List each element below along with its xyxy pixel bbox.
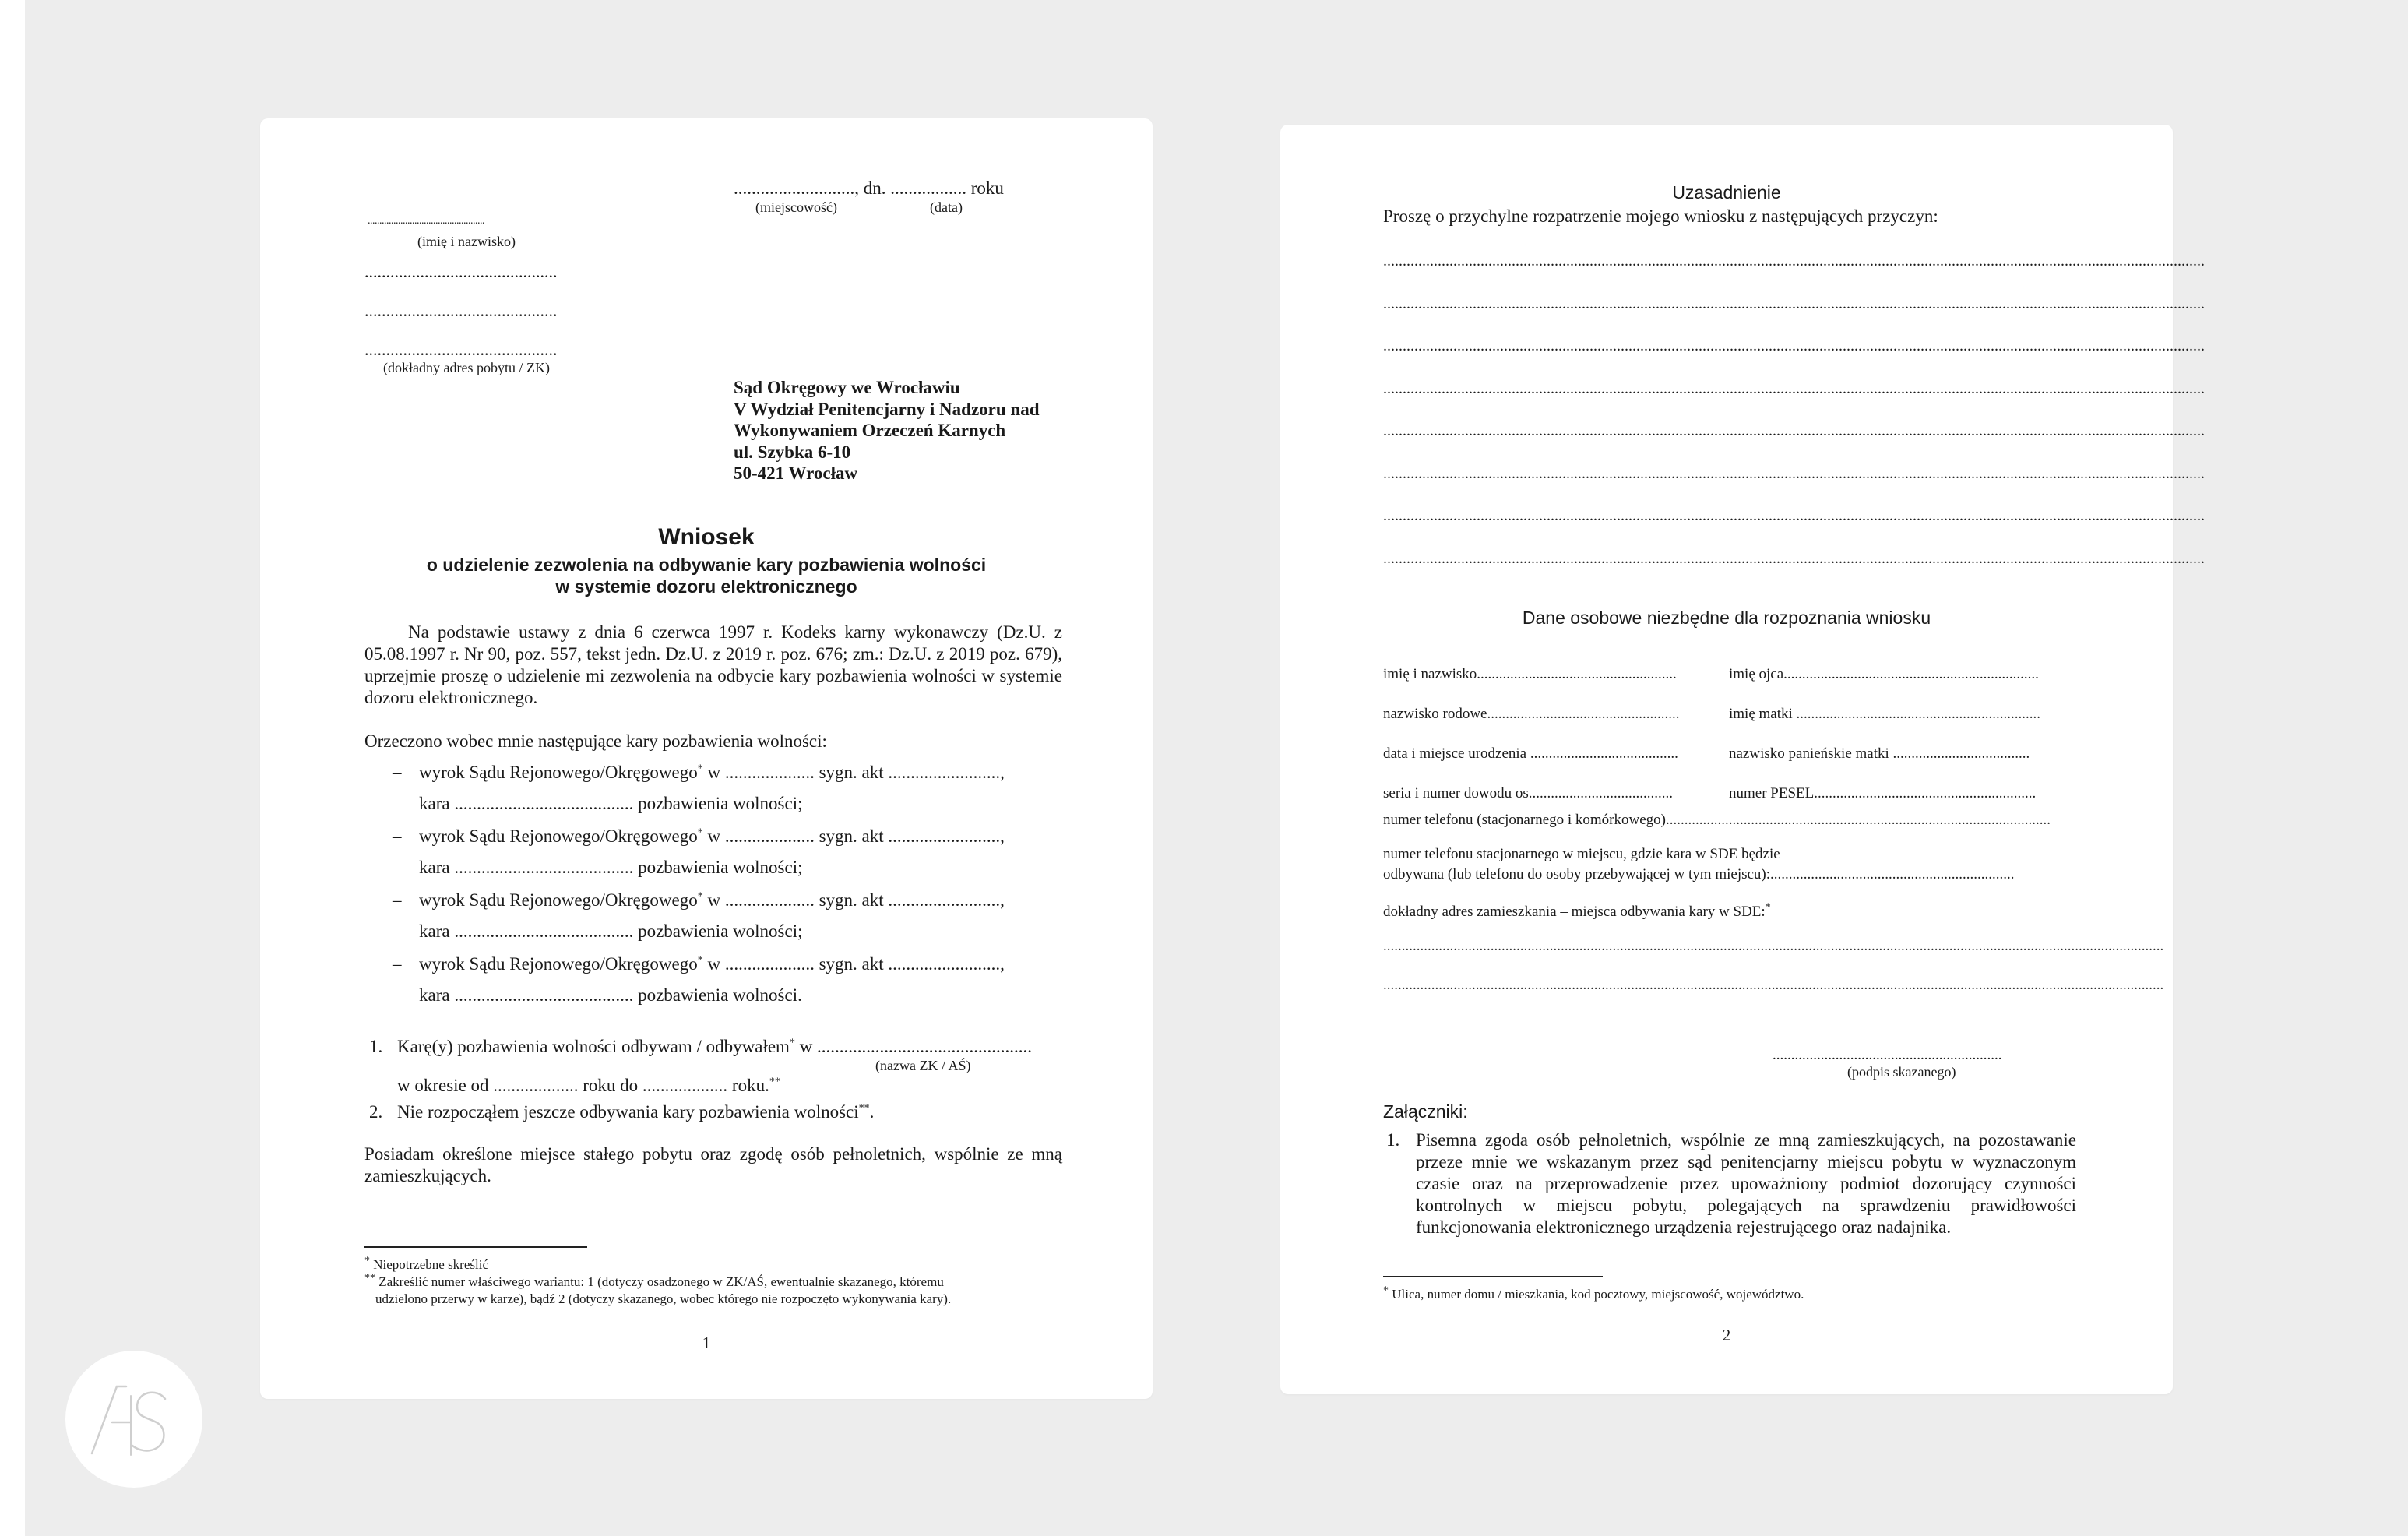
- field-sde-phone: odbywana (lub telefonu do osoby przebywającej w tym miejscu):..................................................................: [1383, 866, 2015, 882]
- site-logo: [65, 1351, 202, 1488]
- item-1-text: Karę(y) pozbawienia wolności odbywam / odbywałem* w ................................................: [397, 1037, 1033, 1056]
- justification-request: Proszę o przychylne rozpatrzenie mojego wniosku z następujących przyczyn:: [1383, 206, 1938, 226]
- field-mother-name: imię matki ..................................................................: [1729, 706, 2041, 722]
- field-mother-maiden-name: nazwisko panieńskie matki .....................................: [1729, 745, 2030, 762]
- court-line: Wykonywaniem Orzeczeń Karnych: [734, 421, 1006, 440]
- address-line-2: .............................................: [364, 301, 558, 320]
- footnote-rule: [364, 1246, 587, 1248]
- logo-mark-icon: [65, 1351, 202, 1488]
- name-caption: (imię i nazwisko): [417, 234, 516, 249]
- document-subtitle-2: w systemie dozoru elektronicznego: [555, 576, 857, 597]
- address-caption: (dokładny adres pobytu / ZK): [383, 360, 550, 375]
- sentence-bullet: –: [393, 763, 402, 782]
- page-number: 1: [702, 1333, 711, 1352]
- sentence-line: wyrok Sądu Rejonowego/Okręgowego* w .................... sygn. akt .........................,: [419, 890, 1005, 910]
- sentence-kara-line: kara ........................................ pozbawienia wolności;: [419, 921, 803, 941]
- address-line-1: .............................................: [364, 262, 558, 281]
- document-title: Wniosek: [658, 524, 755, 550]
- attachment-text: Pisemna zgoda osób pełnoletnich, wspólnie ze mną zamieszkujących, na pozostawanie przeze mnie we wskazanym przez sąd penitencjarny miejscu pobytu w wyznaczonym czasie oraz na przeprowadzenie przez upoważniony podmiot dozorujący czynności kontrolnych w miejscu pobytu, polegających na sprawdzeniu prawidłowości funkcjonowania elektronicznego urządzenia rejestrującego oraz nadajnika.: [1416, 1130, 2076, 1237]
- sentence-line: wyrok Sądu Rejonowego/Okręgowego* w .................... sygn. akt .........................,: [419, 954, 1005, 974]
- reason-line: ...................................................................................................................................................................................................................: [1383, 549, 2205, 567]
- field-sde-address-line-2: ...................................................................................................................................................................................................................: [1383, 977, 2164, 993]
- footnote-2: ** Zakreślić numer właściwego wariantu: 1 (dotyczy osadzonego w ZK/AŚ, ewentualnie skazanego, któremu: [364, 1272, 944, 1289]
- court-line: Sąd Okręgowy we Wrocławiu: [734, 378, 960, 397]
- sentence-kara-line: kara ........................................ pozbawienia wolności;: [419, 794, 803, 813]
- attachments-heading: Załączniki:: [1383, 1101, 1468, 1122]
- item-2-number: 2.: [369, 1102, 383, 1122]
- sentence-line: wyrok Sądu Rejonowego/Okręgowego* w .................... sygn. akt .........................,: [419, 763, 1005, 782]
- footnote-1: * Niepotrzebne skreślić: [364, 1255, 488, 1272]
- address-line-3: .............................................: [364, 340, 558, 359]
- intro-paragraph: Na podstawie ustawy z dnia 6 czerwca 1997 r. Kodeks karny wykonawczy (Dz.U. z 05.08.1997 r. Nr 90, poz. 557, tekst jedn. Dz.U. z 2019 r. poz. 676; zm.: Dz.U. z 2019 poz. 679), uprzejmie proszę o udzielenie mi zezwolenia na odbycie kary pozbawienia wolności w systemie dozoru elektronicznego.: [364, 622, 1062, 707]
- sentence-bullet: –: [393, 890, 402, 910]
- personal-fields-right: [1729, 654, 2078, 813]
- field-birth-date-place: data i miejsce urodzenia ........................................: [1383, 745, 1678, 762]
- reason-line: ...................................................................................................................................................................................................................: [1383, 464, 2205, 482]
- name-line: ..................................................: [368, 215, 484, 227]
- personal-fields-left: [1383, 654, 1726, 813]
- footnote-2-continued: udzielono przerwy w karze), bądź 2 (dotyczy skazanego, wobec którego nie rozpoczęto wykonywania kary).: [375, 1291, 952, 1306]
- court-line: 50-421 Wrocław: [734, 463, 858, 483]
- sentence-bullet: –: [393, 826, 402, 846]
- reason-line: ...................................................................................................................................................................................................................: [1383, 379, 2205, 397]
- reason-line: ...................................................................................................................................................................................................................: [1383, 294, 2205, 312]
- sentence-kara-line: kara ........................................ pozbawienia wolności;: [419, 858, 803, 877]
- signature-line: ..............................................................: [1773, 1047, 2002, 1063]
- field-pesel: numer PESEL............................................................: [1729, 785, 2037, 801]
- signature-caption: (podpis skazanego): [1847, 1064, 1956, 1080]
- sentences-intro: Orzeczono wobec mnie następujące kary pozbawienia wolności:: [364, 731, 827, 751]
- field-father-name: imię ojca.....................................................................: [1729, 666, 2039, 682]
- reason-line: ...................................................................................................................................................................................................................: [1383, 422, 2205, 439]
- footnote: * Ulica, numer domu / mieszkania, kod pocztowy, miejscowość, województwo.: [1383, 1284, 1804, 1302]
- item-2-text: Nie rozpocząłem jeszcze odbywania kary pozbawienia wolności**.: [397, 1102, 875, 1122]
- personal-data-heading: Dane osobowe niezbędne dla rozpoznania wniosku: [1522, 608, 1931, 628]
- field-maiden-name: nazwisko rodowe....................................................: [1383, 706, 1680, 722]
- reason-lines: [1383, 240, 2205, 580]
- place-date-line: ..........................., dn. ................. roku: [734, 178, 1004, 198]
- date-caption: (data): [930, 199, 963, 215]
- field-sde-address-line-1: ...................................................................................................................................................................................................................: [1383, 938, 2164, 954]
- sentence-kara-line: kara ........................................ pozbawienia wolności.: [419, 985, 802, 1005]
- justification-heading: Uzasadnienie: [1672, 182, 1781, 203]
- document-page-1: [260, 118, 1153, 1399]
- reason-line: ...................................................................................................................................................................................................................: [1383, 252, 2205, 270]
- item-1-number: 1.: [369, 1037, 383, 1056]
- reason-line: ...................................................................................................................................................................................................................: [1383, 507, 2205, 524]
- court-line: ul. Szybka 6-10: [734, 442, 851, 462]
- field-sde-phone-label: numer telefonu stacjonarnego w miejscu, gdzie kara w SDE będzie: [1383, 846, 1780, 862]
- document-page-2: [1280, 125, 2205, 1394]
- document-subtitle-1: o udzielenie zezwolenia na odbywanie kary pozbawienia wolności: [426, 555, 987, 575]
- court-address: [734, 377, 1040, 484]
- field-phone: numer telefonu (stacjonarnego i komórkowego)........................................................................................................: [1383, 812, 2051, 828]
- attachment-number: 1.: [1386, 1130, 1400, 1150]
- closing-paragraph: Posiadam określone miejsce stałego pobytu oraz zgodę osób pełnoletnich, wspólnie ze mną zamieszkujących.: [364, 1144, 1062, 1185]
- item-1-period: w okresie od ................... roku do ................... roku.**: [397, 1076, 780, 1095]
- footnote-rule: [1383, 1276, 1603, 1277]
- sentence-bullet: –: [393, 954, 402, 974]
- field-full-name: imię i nazwisko......................................................: [1383, 666, 1677, 682]
- item-1-caption: (nazwa ZK / AŚ): [875, 1058, 971, 1073]
- court-line: V Wydział Penitencjarny i Nadzoru nad: [734, 399, 1040, 419]
- place-caption: (miejscowość): [755, 199, 837, 215]
- reason-line: ...................................................................................................................................................................................................................: [1383, 337, 2205, 354]
- field-sde-address-label: dokładny adres zamieszkania – miejsca odbywania kary w SDE:*: [1383, 901, 1771, 920]
- page-number: 2: [1722, 1326, 1731, 1344]
- field-id-number: seria i numer dowodu os.......................................: [1383, 785, 1674, 801]
- sentence-line: wyrok Sądu Rejonowego/Okręgowego* w .................... sygn. akt .........................,: [419, 826, 1005, 846]
